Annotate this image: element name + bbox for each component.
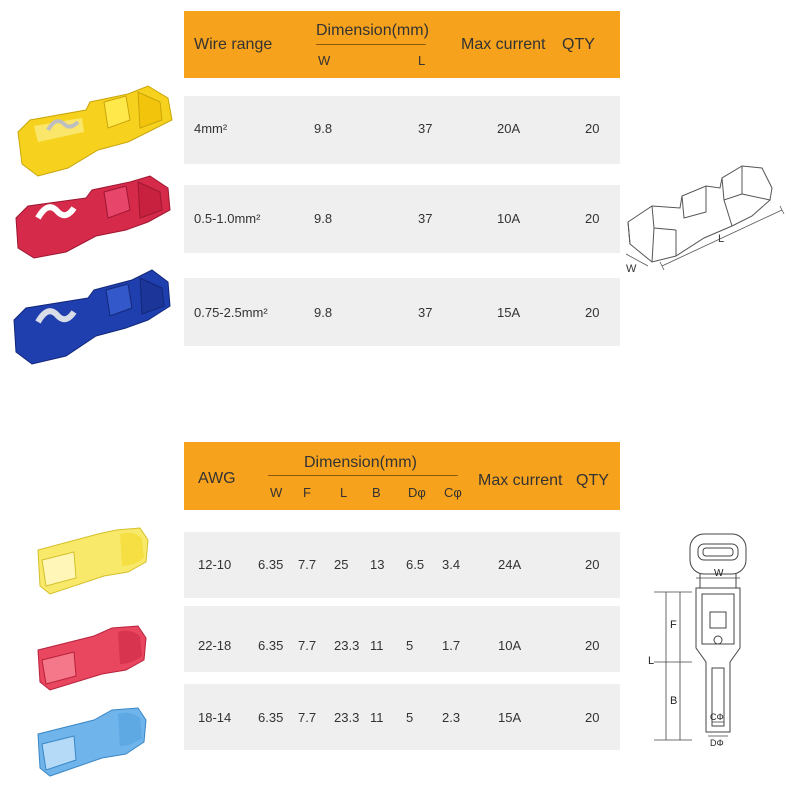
header-dimension: Dimension(mm): [316, 22, 429, 39]
l-value: 23.3: [334, 710, 360, 725]
header-qty: QTY: [562, 36, 595, 53]
top-table-header: [184, 11, 620, 78]
header-l: L: [418, 53, 426, 68]
header-awg: AWG: [198, 470, 236, 487]
header-d: Dφ: [408, 485, 426, 500]
d-value: 6.5: [406, 557, 425, 572]
dimension-underline: [316, 44, 426, 45]
max-current-value: 10A: [497, 211, 521, 226]
qty-value: 20: [585, 121, 600, 136]
bottom-table-header: [184, 442, 620, 510]
wire-range: 0.75-2.5mm²: [194, 305, 268, 320]
yellow-t-tap-connector-photo: [8, 80, 180, 185]
d-value: 5: [406, 710, 414, 725]
w-value: 9.8: [314, 121, 333, 136]
header-max-current: Max current: [461, 36, 546, 53]
f-value: 7.7: [298, 557, 317, 572]
c-value: 2.3: [442, 710, 461, 725]
header-f: F: [303, 485, 311, 500]
header-w: W: [270, 485, 283, 500]
red-male-spade-terminal-photo: [28, 620, 152, 696]
w-value: 6.35: [258, 557, 284, 572]
max-current-value: 24A: [498, 557, 522, 572]
max-current-value: 15A: [497, 305, 521, 320]
diagram-label-w: W: [626, 263, 637, 275]
header-dimension: Dimension(mm): [304, 454, 417, 471]
table-row: [184, 185, 620, 253]
header-l: L: [340, 485, 348, 500]
male-spade-terminal-dimension-diagram: [640, 528, 790, 754]
awg-value: 12-10: [198, 557, 232, 572]
diagram-label-w: W: [714, 568, 724, 579]
diagram-label-l: L: [648, 655, 655, 667]
table-row: [184, 278, 620, 346]
wire-range: 0.5-1.0mm²: [194, 211, 261, 226]
diagram-label-l: L: [718, 233, 725, 245]
table-row: [184, 96, 620, 164]
qty-value: 20: [585, 638, 600, 653]
l-value: 25: [334, 557, 349, 572]
diagram-label-f: F: [670, 619, 677, 631]
dimension-underline: [268, 475, 458, 476]
awg-value: 22-18: [198, 638, 232, 653]
qty-value: 20: [585, 710, 600, 725]
awg-value: 18-14: [198, 710, 232, 725]
w-value: 6.35: [258, 638, 284, 653]
w-value: 9.8: [314, 211, 333, 226]
qty-value: 20: [585, 211, 600, 226]
header-b: B: [372, 485, 381, 500]
diagram-label-c: CΦ: [710, 712, 724, 722]
l-value: 23.3: [334, 638, 360, 653]
f-value: 7.7: [298, 710, 317, 725]
header-c: Cφ: [444, 485, 462, 500]
red-t-tap-connector-photo: [8, 172, 180, 262]
c-value: 1.7: [442, 638, 461, 653]
table-row: [184, 606, 620, 672]
l-value: 37: [418, 121, 433, 136]
table-row: [184, 532, 620, 598]
b-value: 13: [370, 557, 385, 572]
diagram-label-d: DΦ: [710, 738, 724, 748]
blue-male-spade-terminal-photo: [28, 700, 152, 782]
d-value: 5: [406, 638, 414, 653]
header-qty: QTY: [576, 472, 609, 489]
wire-range: 4mm²: [194, 121, 228, 136]
table-row: [184, 684, 620, 750]
w-value: 6.35: [258, 710, 284, 725]
f-value: 7.7: [298, 638, 317, 653]
t-tap-connector-dimension-diagram: [622, 160, 792, 280]
l-value: 37: [418, 211, 433, 226]
b-value: 11: [370, 638, 384, 653]
max-current-value: 20A: [497, 121, 521, 136]
qty-value: 20: [585, 557, 600, 572]
diagram-label-b: B: [670, 695, 678, 707]
yellow-male-spade-terminal-photo: [28, 520, 152, 600]
max-current-value: 10A: [498, 638, 522, 653]
w-value: 9.8: [314, 305, 333, 320]
b-value: 11: [370, 710, 384, 725]
blue-t-tap-connector-photo: [8, 262, 180, 372]
max-current-value: 15A: [498, 710, 522, 725]
header-wire-range: Wire range: [194, 36, 273, 53]
header-w: W: [318, 53, 331, 68]
l-value: 37: [418, 305, 433, 320]
qty-value: 20: [585, 305, 600, 320]
header-max-current: Max current: [478, 472, 563, 489]
c-value: 3.4: [442, 557, 461, 572]
